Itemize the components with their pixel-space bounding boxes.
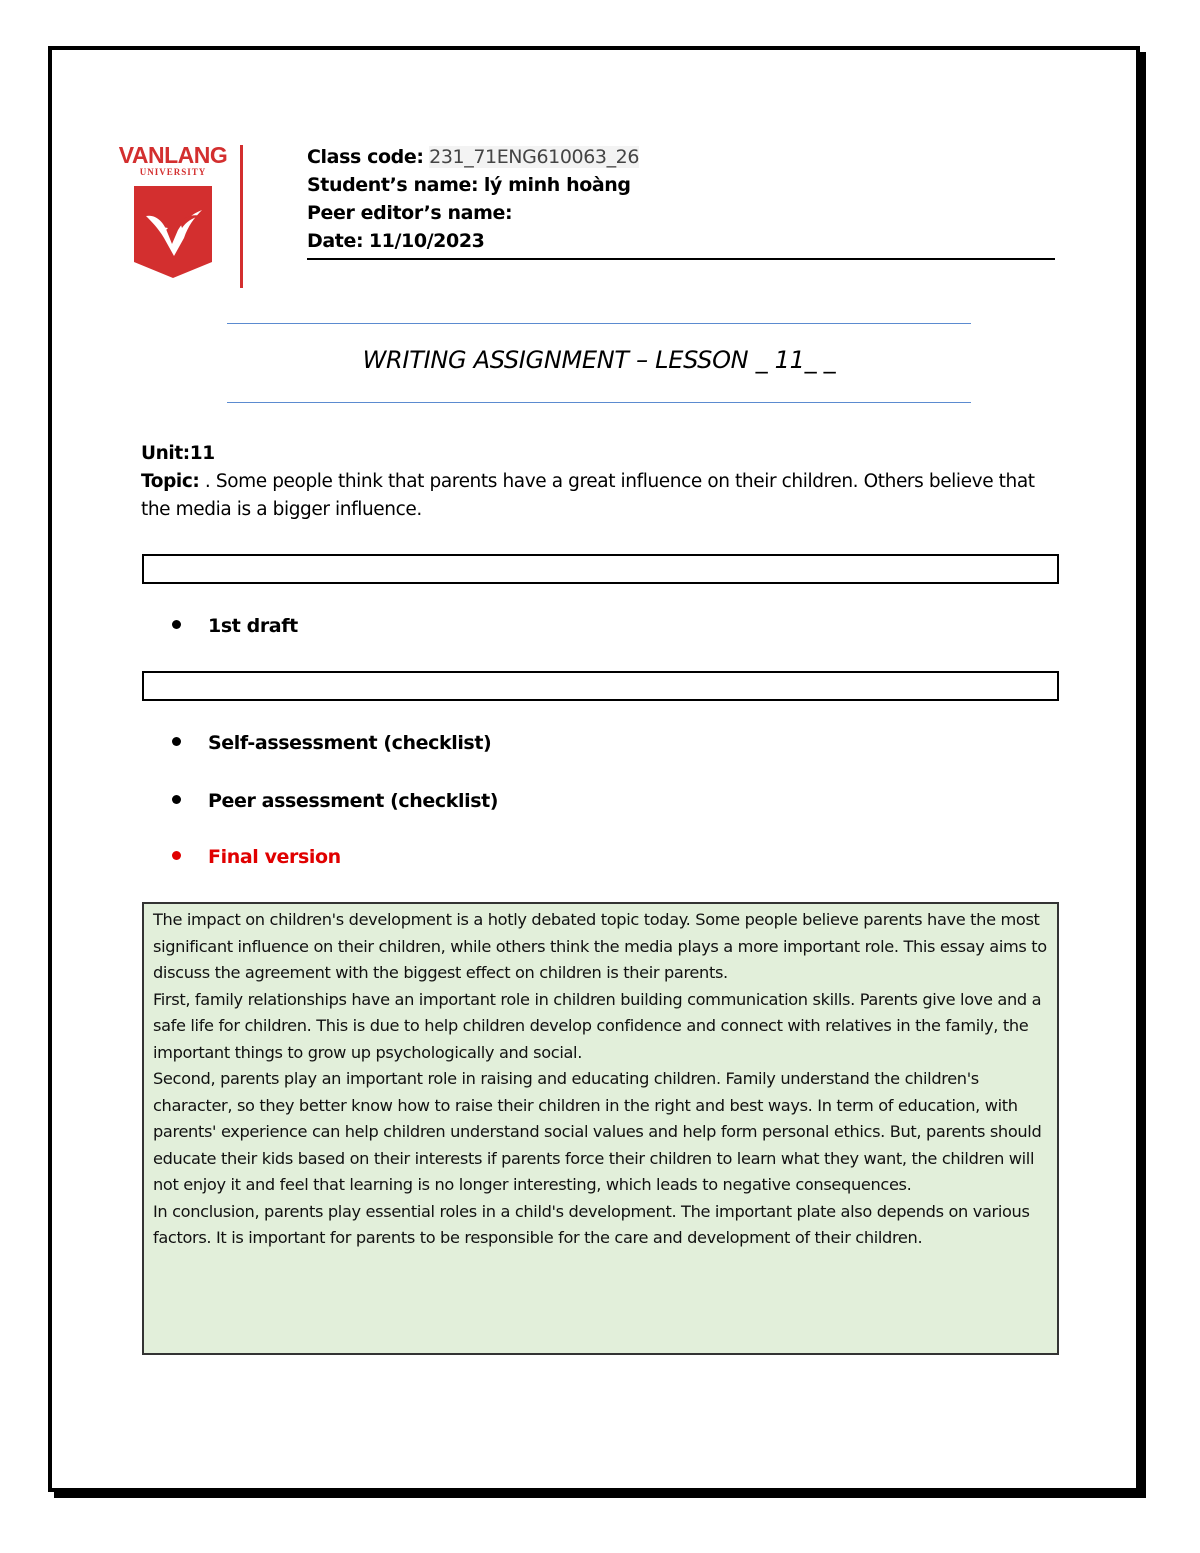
section-first-draft [172, 615, 298, 637]
essay-intro: The impact on children's development is a hotly debated topic today. Some people believe parents have the most significant influence on their children, while others think the media plays a more important role. This essay aims to discuss the agreement with the biggest effect on children is their parents. [153, 910, 1047, 982]
header-info [307, 143, 1055, 255]
title-bottom-rule [227, 402, 971, 403]
topic-label: Topic: [141, 471, 200, 492]
bullet-icon [172, 737, 181, 746]
section-peer-assessment [172, 790, 498, 812]
essay-conclusion: In conclusion, parents play essential roles in a child's development. The important plate also depends on various factors. It is important for parents to be responsible for the care and development of their children. [153, 1201, 1030, 1247]
logo-subtitle: UNIVERSITY [139, 167, 207, 177]
student-name-value: lý minh hoàng [483, 174, 631, 196]
title-top-rule [227, 323, 971, 324]
header-underline [307, 258, 1055, 260]
peer-editor-label: Peer editor’s name: [307, 202, 513, 224]
class-code-line [307, 143, 1055, 171]
student-name-label: Student’s name: [307, 174, 479, 196]
date-label: Date: [307, 230, 364, 252]
unit-value: 11 [189, 443, 215, 464]
final-version-label: Final version [208, 846, 341, 868]
university-logo [112, 142, 234, 284]
peer-assessment-label: Peer assessment (checklist) [208, 790, 499, 812]
bullet-icon [172, 851, 181, 860]
peer-editor-line [307, 199, 1055, 227]
class-code-value: 231_71ENG610063_26 [429, 146, 640, 168]
bullet-icon [172, 620, 181, 629]
unit-topic-block [141, 440, 1061, 524]
assignment-title: WRITING ASSIGNMENT – LESSON _ 11_ _ [362, 346, 836, 374]
date-line [307, 227, 1055, 255]
date-value: 11/10/2023 [368, 230, 485, 252]
first-draft-label: 1st draft [208, 615, 298, 637]
section-self-assessment [172, 732, 491, 754]
logo-wordmark: VANLANG [118, 142, 228, 168]
topic-text: . Some people think that parents have a great influence on their children. Others believe that the media is a bigger influence. [141, 471, 1035, 520]
self-assessment-box[interactable] [142, 671, 1059, 701]
essay-body-2: Second, parents play an important role in raising and educating children. Family understand the children's character, so they better know how to raise their children in the right and best ways. In term of education, with parents' experience can help children understand social values and help form personal ethics. But, parents should educate their kids based on their interests if parents force their children to learn what they want, the children will not enjoy it and feel that learning is no longer interesting, which leads to negative consequences. [153, 1069, 1042, 1194]
bullet-icon [172, 795, 181, 804]
self-assessment-label: Self-assessment (checklist) [208, 732, 492, 754]
section-final-version [172, 846, 341, 868]
student-name-line [307, 171, 1055, 199]
unit-line [141, 440, 1061, 468]
essay-body-1: First, family relationships have an important role in children building communication skills. Parents give love and a safe life for children. This is due to help children develop confidence and connect with relatives in the family, the important things to grow up psychologically and social. [153, 989, 1042, 1062]
logo-divider [240, 145, 243, 288]
topic-line [141, 468, 1061, 524]
final-version-box[interactable] [142, 902, 1059, 1355]
vanlang-shield-icon [134, 186, 212, 278]
first-draft-box[interactable] [142, 554, 1059, 584]
class-code-label: Class code: [307, 146, 424, 168]
unit-label: Unit: [141, 443, 190, 464]
